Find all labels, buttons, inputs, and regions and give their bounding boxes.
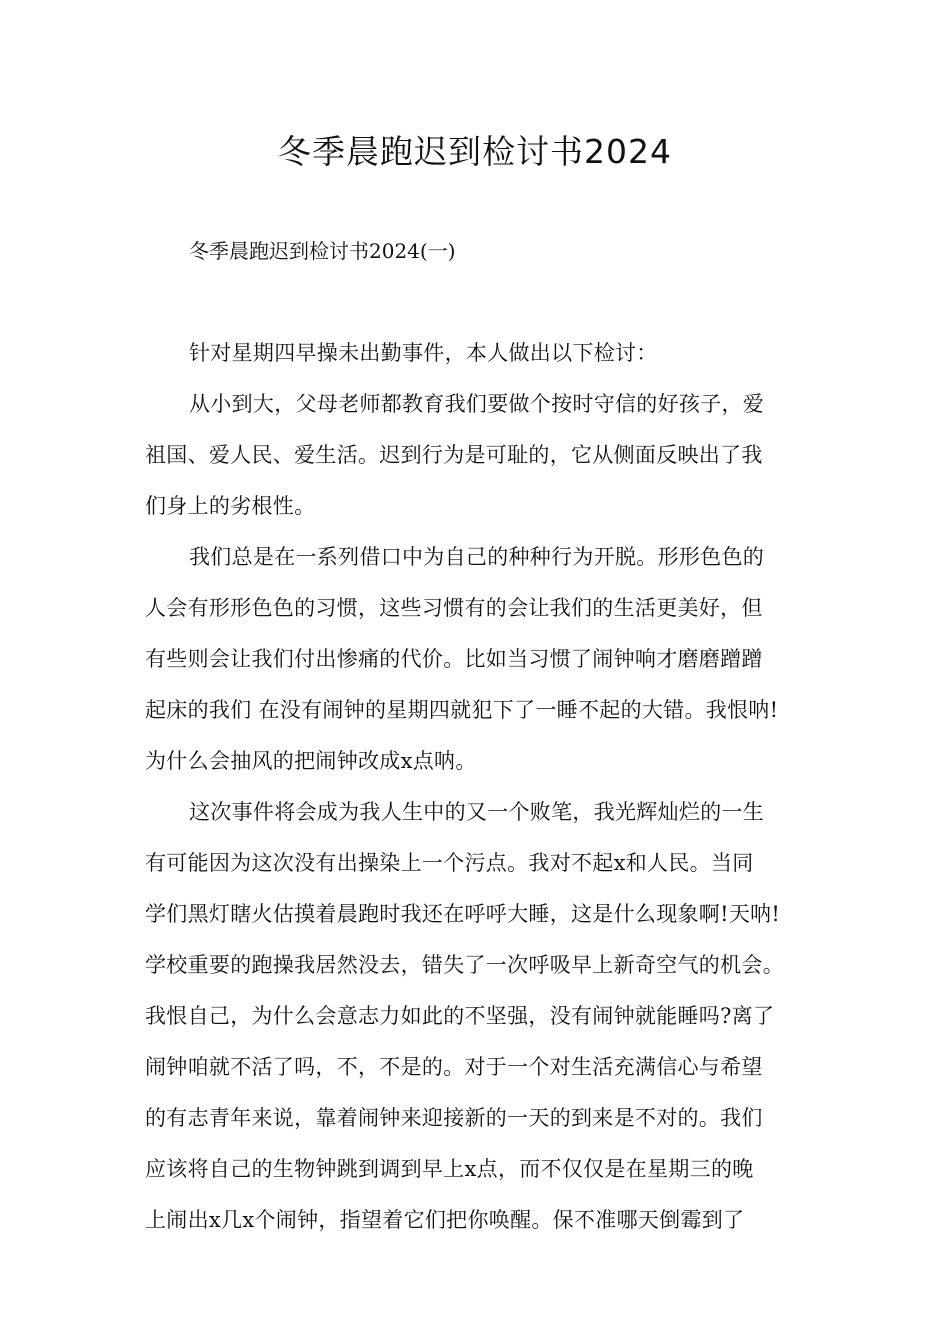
body-line: 人会有形形色色的习惯，这些习惯有的会让我们的生活更美好，但 xyxy=(145,596,763,620)
body-line: 学校重要的跑操我居然没去，错失了一次呼吸早上新奇空气的机会。 xyxy=(145,953,784,977)
body-line: 祖国、爱人民、爱生活。迟到行为是可耻的，它从侧面反映出了我 xyxy=(145,443,763,467)
body-line: 从小到大，父母老师都教育我们要做个按时守信的好孩子，爱 xyxy=(189,392,765,416)
body-line: 们身上的劣根性。 xyxy=(145,494,316,518)
body-line: 我们总是在一系列借口中为自己的种种行为开脱。形形色色的 xyxy=(189,545,765,569)
body-line: 有可能因为这次没有出操染上一个污点。我对不起x和人民。当同 xyxy=(145,851,754,875)
body-line: 这次事件将会成为我人生中的又一个败笔，我光辉灿烂的一生 xyxy=(189,800,765,824)
body-line: 针对星期四早操未出勤事件，本人做出以下检讨： xyxy=(189,341,658,365)
document-title: 冬季晨跑迟到检讨书2024 xyxy=(278,132,672,171)
body-line: 应该将自己的生物钟跳到调到早上x点，而不仅仅是在星期三的晚 xyxy=(145,1157,754,1181)
body-line: 的有志青年来说，靠着闹钟来迎接新的一天的到来是不对的。我们 xyxy=(145,1106,763,1130)
body-line: 我恨自己，为什么会意志力如此的不坚强，没有闹钟就能睡吗?离了 xyxy=(145,1004,775,1028)
body-line: 学们黑灯瞎火估摸着晨跑时我还在呼呼大睡，这是什么现象啊!天呐! xyxy=(145,902,781,926)
body-line: 有些则会让我们付出惨痛的代价。比如当习惯了闹钟响才磨磨蹭蹭 xyxy=(145,647,763,671)
body-line: 为什么会抽风的把闹钟改成x点呐。 xyxy=(145,749,477,773)
body-line: 起床的我们 在没有闹钟的星期四就犯下了一睡不起的大错。我恨呐! xyxy=(145,698,779,722)
document-subtitle: 冬季晨跑迟到检讨书2024(一) xyxy=(189,239,456,263)
body-line: 闹钟咱就不活了吗，不，不是的。对于一个对生活充满信心与希望 xyxy=(145,1055,763,1079)
body-line: 上闹出x几x个闹钟，指望着它们把你唤醒。保不准哪天倒霉到了 xyxy=(145,1208,745,1232)
document-body xyxy=(145,336,813,1254)
